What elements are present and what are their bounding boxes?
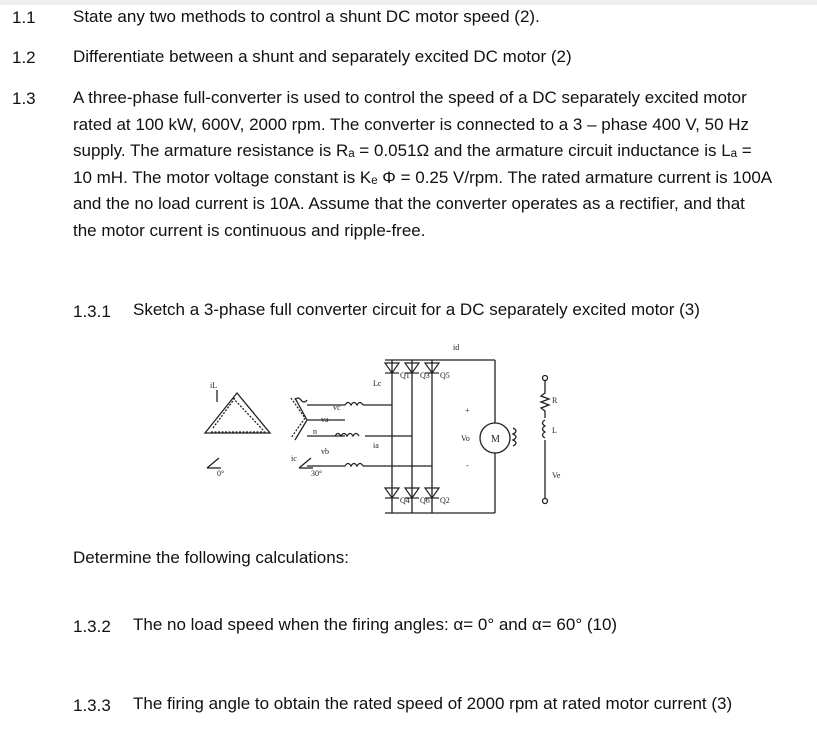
label-n: n bbox=[313, 427, 317, 436]
subquestion-number-1-3-2: 1.3.2 bbox=[73, 617, 111, 636]
subquestion-number-1-3-3: 1.3.3 bbox=[73, 696, 111, 715]
label-ic: ic bbox=[291, 454, 297, 463]
label-Q3: Q3 bbox=[420, 371, 430, 380]
subquestion-text-1-3-1: Sketch a 3-phase full converter circuit for a DC separately excited motor (3) bbox=[133, 300, 700, 319]
label-vc: vc bbox=[333, 403, 341, 412]
label-Lc: Lc bbox=[373, 379, 382, 388]
subquestion-text-1-3-3: The firing angle to obtain the rated speed of 2000 rpm at rated motor current (3) bbox=[133, 694, 733, 713]
label-iL: iL bbox=[210, 381, 218, 390]
label-id: id bbox=[453, 343, 460, 352]
label-plus: + bbox=[465, 406, 470, 415]
question-number-1-1: 1.1 bbox=[12, 8, 36, 27]
question-text-1-3: A three-phase full-converter is used to control the speed of a DC separately excited motor rated at 100 kW, 600V, 2000 rpm. The converter is connected to a 3 – phase 400 V, 50 Hz supply. The armature resistance is Rₐ = 0.051Ω and the armature circuit inductance is Lₐ = 10 mH. The motor voltage constant is Kₑ Φ = 0.25 V/rpm. The rated armature current is 100A and the no load current is 10A. Assume that the converter operates as a rectifier, and that the motor current is continuous and ripple-free. bbox=[73, 88, 772, 240]
question-text-1-2: Differentiate between a shunt and separately excited DC motor (2) bbox=[73, 47, 572, 66]
label-Q6: Q6 bbox=[420, 496, 430, 505]
converter-circuit-diagram bbox=[195, 338, 615, 518]
subquestion-text-1-3-2: The no load speed when the firing angles: α= 0° and α= 60° (10) bbox=[133, 615, 618, 634]
question-number-1-2: 1.2 bbox=[12, 48, 36, 67]
calculations-heading: Determine the following calculations: bbox=[73, 548, 349, 567]
label-angle30: 30° bbox=[311, 469, 323, 478]
label-Q2: Q2 bbox=[440, 496, 450, 505]
label-Ve: Ve bbox=[552, 471, 561, 480]
question-number-1-3: 1.3 bbox=[12, 89, 36, 108]
label-Q4: Q4 bbox=[400, 496, 410, 505]
label-minus: - bbox=[466, 461, 469, 470]
label-Q5: Q5 bbox=[440, 371, 450, 380]
label-angle0: 0° bbox=[217, 469, 225, 478]
label-ia: ia bbox=[373, 441, 379, 450]
label-vb: vb bbox=[321, 447, 329, 456]
label-Vo: Vo bbox=[461, 434, 470, 443]
label-Q1: Q1 bbox=[400, 371, 410, 380]
label-L: L bbox=[552, 426, 557, 435]
label-M: M bbox=[491, 434, 500, 445]
question-text-1-1: State any two methods to control a shunt DC motor speed (2). bbox=[73, 7, 540, 26]
label-R: R bbox=[552, 396, 558, 405]
subquestion-number-1-3-1: 1.3.1 bbox=[73, 302, 111, 321]
label-va: va bbox=[321, 415, 329, 424]
